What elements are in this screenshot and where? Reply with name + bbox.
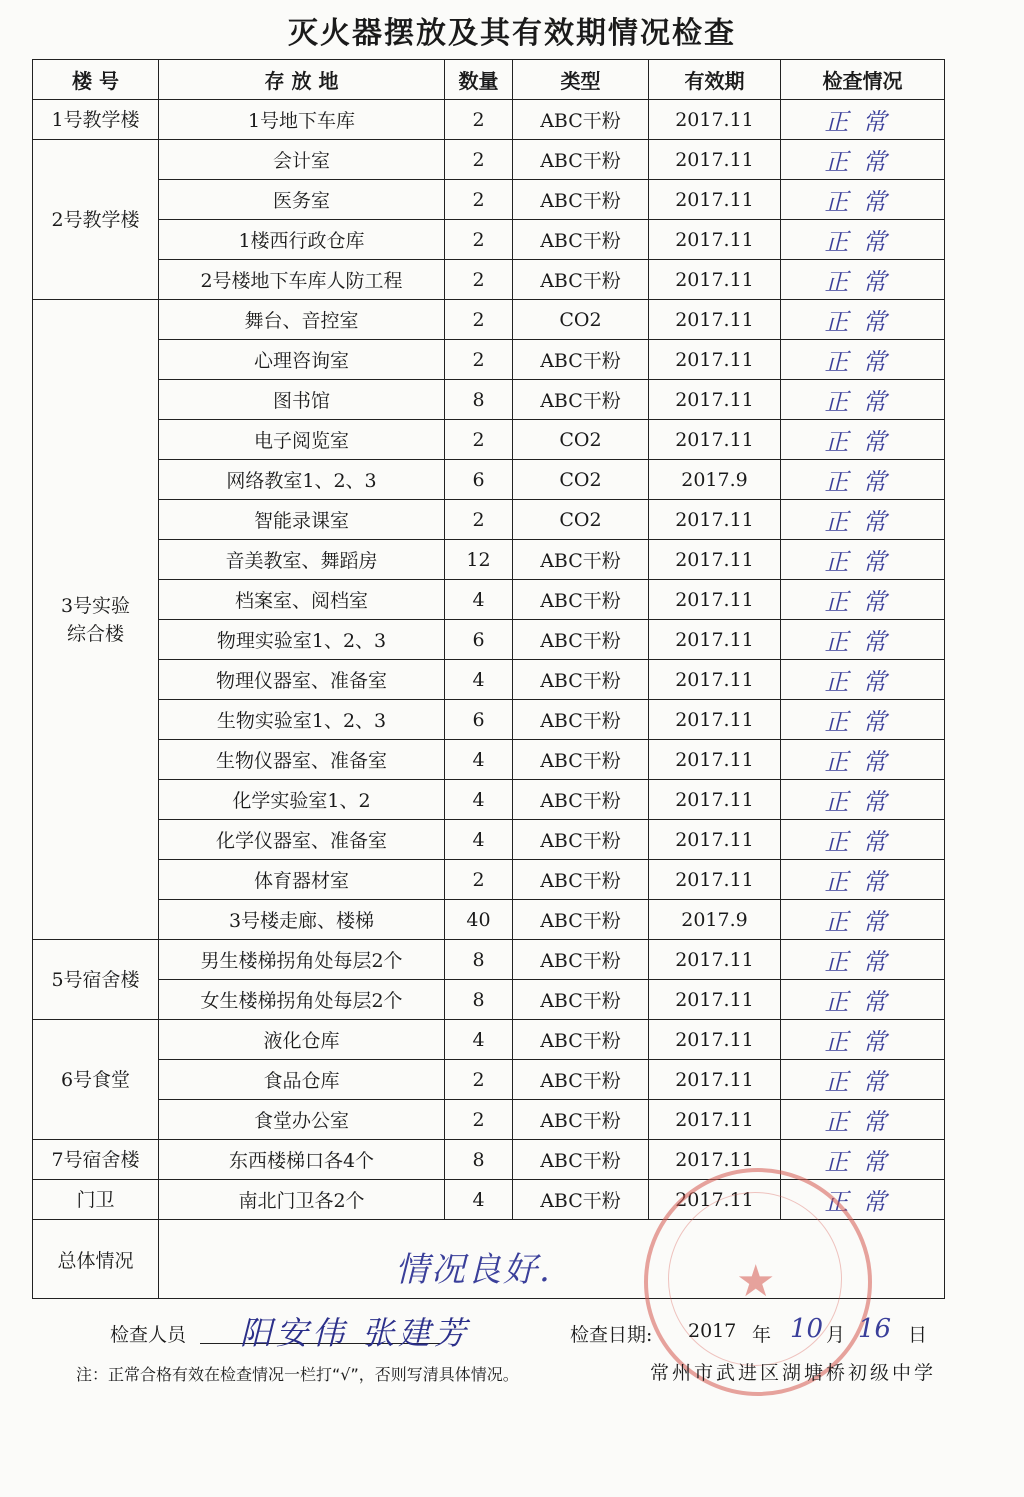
location-cell: 生物实验室1、2、3 — [159, 700, 445, 740]
check-cell — [781, 860, 945, 900]
table-row — [33, 1020, 945, 1060]
handwritten-check-text: 正常 — [824, 828, 901, 856]
type-cell: CO2 — [513, 460, 649, 500]
table-row — [33, 900, 945, 940]
header-type: 类型 — [513, 60, 649, 100]
quantity-cell: 4 — [445, 660, 513, 700]
location-cell: 会计室 — [159, 140, 445, 180]
location-cell: 物理仪器室、准备室 — [159, 660, 445, 700]
expiry-cell: 2017.11 — [649, 180, 781, 220]
type-cell: ABC干粉 — [513, 900, 649, 940]
table-row — [33, 1180, 945, 1220]
quantity-cell: 6 — [445, 460, 513, 500]
check-cell — [781, 260, 945, 300]
seal-star-icon: ★ — [736, 1256, 776, 1307]
location-cell: 档案室、阅档室 — [159, 580, 445, 620]
quantity-cell: 2 — [445, 340, 513, 380]
table-row — [33, 700, 945, 740]
inspector-signature: 阳安伟 张建芳 — [240, 1314, 471, 1352]
type-cell: ABC干粉 — [513, 340, 649, 380]
table-row — [33, 460, 945, 500]
check-cell — [781, 660, 945, 700]
table-row — [33, 1140, 945, 1180]
table-header-row — [33, 60, 945, 100]
check-cell — [781, 900, 945, 940]
summary-value: 情况良好. — [395, 1250, 552, 1290]
expiry-cell: 2017.11 — [649, 1060, 781, 1100]
check-cell — [781, 1140, 945, 1180]
location-cell: 体育器材室 — [159, 860, 445, 900]
quantity-cell: 2 — [445, 100, 513, 140]
building-cell: 3号实验 综合楼 — [33, 300, 159, 940]
handwritten-check-text: 正常 — [824, 508, 901, 536]
check-cell — [781, 340, 945, 380]
date-day: 16 — [858, 1314, 892, 1344]
table-row — [33, 420, 945, 460]
type-cell: ABC干粉 — [513, 620, 649, 660]
location-cell: 3号楼走廊、楼梯 — [159, 900, 445, 940]
check-cell — [781, 980, 945, 1020]
handwritten-check-text: 正常 — [824, 1028, 901, 1056]
building-cell: 门卫 — [33, 1180, 159, 1220]
type-cell: ABC干粉 — [513, 380, 649, 420]
handwritten-check-text: 正常 — [824, 788, 901, 816]
handwritten-check-text: 正常 — [824, 388, 901, 416]
location-cell: 生物仪器室、准备室 — [159, 740, 445, 780]
check-cell — [781, 820, 945, 860]
building-cell: 6号食堂 — [33, 1020, 159, 1140]
document-title: 灭火器摆放及其有效期情况检查 — [288, 16, 736, 51]
quantity-cell: 4 — [445, 1180, 513, 1220]
check-cell — [781, 180, 945, 220]
location-cell: 音美教室、舞蹈房 — [159, 540, 445, 580]
handwritten-check-text: 正常 — [824, 668, 901, 696]
table-row — [33, 220, 945, 260]
quantity-cell: 12 — [445, 540, 513, 580]
expiry-cell: 2017.11 — [649, 740, 781, 780]
check-cell — [781, 580, 945, 620]
type-cell: ABC干粉 — [513, 700, 649, 740]
handwritten-check-text: 正常 — [824, 988, 901, 1016]
handwritten-check-text: 正常 — [824, 868, 901, 896]
check-cell — [781, 300, 945, 340]
table-row — [33, 940, 945, 980]
quantity-cell: 2 — [445, 300, 513, 340]
quantity-cell: 4 — [445, 580, 513, 620]
quantity-cell: 2 — [445, 140, 513, 180]
quantity-cell: 2 — [445, 220, 513, 260]
handwritten-check-text: 正常 — [824, 628, 901, 656]
date-label: 检查日期: — [570, 1324, 653, 1346]
table-row — [33, 260, 945, 300]
type-cell: ABC干粉 — [513, 820, 649, 860]
location-cell: 1号地下车库 — [159, 100, 445, 140]
type-cell: ABC干粉 — [513, 860, 649, 900]
quantity-cell: 2 — [445, 180, 513, 220]
location-cell: 物理实验室1、2、3 — [159, 620, 445, 660]
location-cell: 心理咨询室 — [159, 340, 445, 380]
expiry-cell: 2017.11 — [649, 380, 781, 420]
location-cell: 1楼西行政仓库 — [159, 220, 445, 260]
header-location: 存 放 地 — [159, 60, 445, 100]
handwritten-check-text: 正常 — [824, 108, 901, 136]
type-cell: ABC干粉 — [513, 940, 649, 980]
handwritten-check-text: 正常 — [824, 1148, 901, 1176]
header-check: 检查情况 — [781, 60, 945, 100]
table-row — [33, 1100, 945, 1140]
expiry-cell: 2017.11 — [649, 660, 781, 700]
type-cell: ABC干粉 — [513, 660, 649, 700]
expiry-cell: 2017.11 — [649, 420, 781, 460]
type-cell: ABC干粉 — [513, 540, 649, 580]
check-cell — [781, 620, 945, 660]
check-cell — [781, 1100, 945, 1140]
quantity-cell: 6 — [445, 620, 513, 660]
expiry-cell: 2017.11 — [649, 100, 781, 140]
check-cell — [781, 700, 945, 740]
expiry-cell: 2017.11 — [649, 1100, 781, 1140]
quantity-cell: 2 — [445, 500, 513, 540]
location-cell: 网络教室1、2、3 — [159, 460, 445, 500]
table-row — [33, 180, 945, 220]
handwritten-check-text: 正常 — [824, 1188, 901, 1216]
date-day-unit: 日 — [908, 1324, 928, 1346]
quantity-cell: 8 — [445, 940, 513, 980]
expiry-cell: 2017.11 — [649, 140, 781, 180]
table-row — [33, 140, 945, 180]
type-cell: ABC干粉 — [513, 100, 649, 140]
location-cell: 食堂办公室 — [159, 1100, 445, 1140]
location-cell: 舞台、音控室 — [159, 300, 445, 340]
date-year: 2017 — [688, 1320, 737, 1342]
handwritten-check-text: 正常 — [824, 588, 901, 616]
quantity-cell: 2 — [445, 1100, 513, 1140]
table-row — [33, 620, 945, 660]
type-cell: ABC干粉 — [513, 1100, 649, 1140]
handwritten-check-text: 正常 — [824, 348, 901, 376]
expiry-cell: 2017.11 — [649, 1140, 781, 1180]
expiry-cell: 2017.9 — [649, 900, 781, 940]
table-row — [33, 980, 945, 1020]
handwritten-check-text: 正常 — [824, 948, 901, 976]
check-cell — [781, 940, 945, 980]
expiry-cell: 2017.11 — [649, 620, 781, 660]
type-cell: ABC干粉 — [513, 1140, 649, 1180]
handwritten-check-text: 正常 — [824, 1068, 901, 1096]
location-cell: 化学仪器室、准备室 — [159, 820, 445, 860]
check-cell — [781, 1180, 945, 1220]
type-cell: CO2 — [513, 420, 649, 460]
type-cell: ABC干粉 — [513, 1060, 649, 1100]
handwritten-check-text: 正常 — [824, 468, 901, 496]
quantity-cell: 8 — [445, 980, 513, 1020]
expiry-cell: 2017.11 — [649, 700, 781, 740]
handwritten-check-text: 正常 — [824, 1108, 901, 1136]
type-cell: ABC干粉 — [513, 180, 649, 220]
table-row — [33, 300, 945, 340]
expiry-cell: 2017.11 — [649, 780, 781, 820]
header-expiry: 有效期 — [649, 60, 781, 100]
table-row — [33, 340, 945, 380]
expiry-cell: 2017.11 — [649, 940, 781, 980]
expiry-cell: 2017.11 — [649, 1020, 781, 1060]
building-cell: 2号教学楼 — [33, 140, 159, 300]
table-row — [33, 780, 945, 820]
location-cell: 化学实验室1、2 — [159, 780, 445, 820]
type-cell: ABC干粉 — [513, 1180, 649, 1220]
type-cell: ABC干粉 — [513, 220, 649, 260]
table-row — [33, 740, 945, 780]
handwritten-check-text: 正常 — [824, 148, 901, 176]
expiry-cell: 2017.11 — [649, 300, 781, 340]
quantity-cell: 40 — [445, 900, 513, 940]
table-row — [33, 820, 945, 860]
location-cell: 电子阅览室 — [159, 420, 445, 460]
handwritten-check-text: 正常 — [824, 548, 901, 576]
date-month-unit: 月 — [826, 1324, 846, 1346]
footnote: 注：正常合格有效在检查情况一栏打“√”，否则写清具体情况。 — [76, 1365, 519, 1384]
type-cell: ABC干粉 — [513, 140, 649, 180]
table-row — [33, 860, 945, 900]
handwritten-check-text: 正常 — [824, 908, 901, 936]
quantity-cell: 4 — [445, 740, 513, 780]
table-row — [33, 660, 945, 700]
header-building: 楼 号 — [33, 60, 159, 100]
table-row — [33, 100, 945, 140]
expiry-cell: 2017.11 — [649, 500, 781, 540]
type-cell: ABC干粉 — [513, 740, 649, 780]
type-cell: ABC干粉 — [513, 780, 649, 820]
check-cell — [781, 100, 945, 140]
type-cell: ABC干粉 — [513, 580, 649, 620]
check-cell — [781, 420, 945, 460]
handwritten-check-text: 正常 — [824, 188, 901, 216]
handwritten-check-text: 正常 — [824, 428, 901, 456]
location-cell: 医务室 — [159, 180, 445, 220]
building-cell: 1号教学楼 — [33, 100, 159, 140]
check-cell — [781, 740, 945, 780]
quantity-cell: 4 — [445, 780, 513, 820]
inspector-label: 检查人员 — [110, 1324, 187, 1346]
check-cell — [781, 380, 945, 420]
expiry-cell: 2017.11 — [649, 820, 781, 860]
building-cell: 7号宿舍楼 — [33, 1140, 159, 1180]
location-cell: 男生楼梯拐角处每层2个 — [159, 940, 445, 980]
handwritten-check-text: 正常 — [824, 308, 901, 336]
summary-label: 总体情况 — [33, 1220, 159, 1299]
location-cell: 东西楼梯口各4个 — [159, 1140, 445, 1180]
location-cell: 2号楼地下车库人防工程 — [159, 260, 445, 300]
expiry-cell: 2017.11 — [649, 540, 781, 580]
type-cell: ABC干粉 — [513, 980, 649, 1020]
expiry-cell: 2017.9 — [649, 460, 781, 500]
table-row — [33, 1060, 945, 1100]
quantity-cell: 2 — [445, 860, 513, 900]
quantity-cell: 8 — [445, 1140, 513, 1180]
expiry-cell: 2017.11 — [649, 260, 781, 300]
table-row — [33, 540, 945, 580]
type-cell: ABC干粉 — [513, 1020, 649, 1060]
school-name: 常州市武进区湖塘桥初级中学 — [650, 1362, 937, 1384]
expiry-cell: 2017.11 — [649, 860, 781, 900]
quantity-cell: 2 — [445, 420, 513, 460]
location-cell: 南北门卫各2个 — [159, 1180, 445, 1220]
handwritten-check-text: 正常 — [824, 748, 901, 776]
check-cell — [781, 1020, 945, 1060]
location-cell: 智能录课室 — [159, 500, 445, 540]
expiry-cell: 2017.11 — [649, 340, 781, 380]
table-row — [33, 500, 945, 540]
table-row — [33, 380, 945, 420]
check-cell — [781, 500, 945, 540]
date-month: 10 — [790, 1314, 824, 1344]
quantity-cell: 2 — [445, 260, 513, 300]
type-cell: CO2 — [513, 500, 649, 540]
type-cell: CO2 — [513, 300, 649, 340]
handwritten-check-text: 正常 — [824, 268, 901, 296]
location-cell: 女生楼梯拐角处每层2个 — [159, 980, 445, 1020]
check-cell — [781, 460, 945, 500]
date-year-unit: 年 — [752, 1324, 772, 1346]
handwritten-check-text: 正常 — [824, 228, 901, 256]
quantity-cell: 2 — [445, 1060, 513, 1100]
building-cell: 5号宿舍楼 — [33, 940, 159, 1020]
inspection-table — [32, 59, 945, 1299]
expiry-cell: 2017.11 — [649, 980, 781, 1020]
check-cell — [781, 140, 945, 180]
handwritten-check-text: 正常 — [824, 708, 901, 736]
quantity-cell: 8 — [445, 380, 513, 420]
type-cell: ABC干粉 — [513, 260, 649, 300]
expiry-cell: 2017.11 — [649, 580, 781, 620]
quantity-cell: 6 — [445, 700, 513, 740]
expiry-cell: 2017.11 — [649, 220, 781, 260]
location-cell: 食品仓库 — [159, 1060, 445, 1100]
quantity-cell: 4 — [445, 820, 513, 860]
check-cell — [781, 1060, 945, 1100]
table-row — [33, 580, 945, 620]
check-cell — [781, 780, 945, 820]
check-cell — [781, 220, 945, 260]
quantity-cell: 4 — [445, 1020, 513, 1060]
location-cell: 图书馆 — [159, 380, 445, 420]
check-cell — [781, 540, 945, 580]
expiry-cell: 2017.11 — [649, 1180, 781, 1220]
location-cell: 液化仓库 — [159, 1020, 445, 1060]
header-quantity: 数量 — [445, 60, 513, 100]
